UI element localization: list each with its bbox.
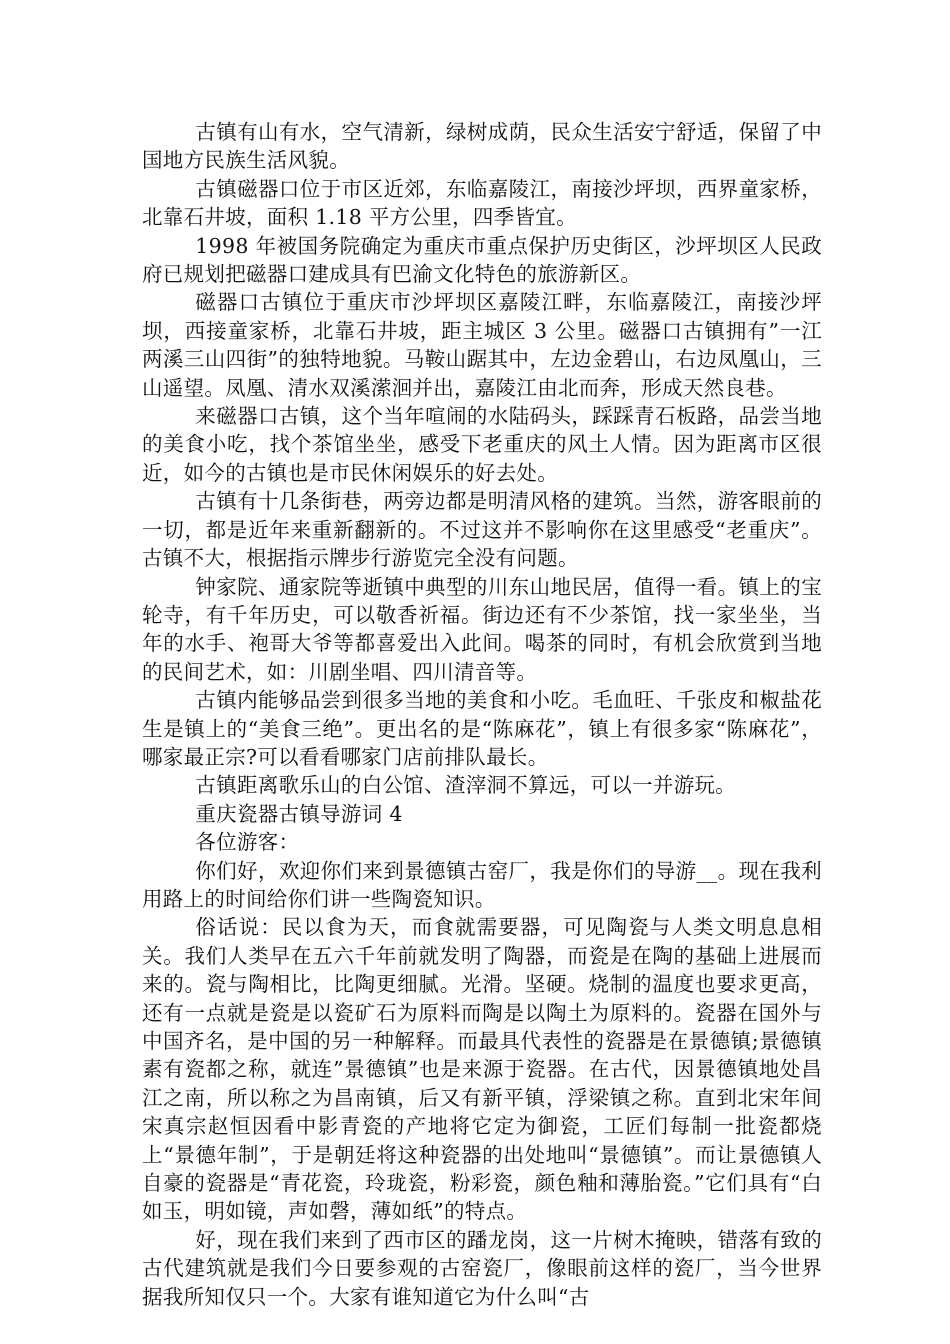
paragraph-2: 古镇磁器口位于市区近郊，东临嘉陵江，南接沙坪坝，西界童家桥，北靠石井坡，面积 1.18 平方公里，四季皆宜。: [142, 176, 822, 230]
paragraph-4: 磁器口古镇位于重庆市沙坪坝区嘉陵江畔，东临嘉陵江，南接沙坪坝，西接童家桥，北靠石井坡，距主城区 3 公里。磁器口古镇拥有”一江两溪三山四街”的独特地貌。马鞍山踞其中，左边金碧山，右边凤凰山，三山遥望。凤凰、清水双溪潆洄并出，嘉陵江由北而奔，形成天然良巷。: [142, 290, 822, 400]
paragraph-6: 古镇有十几条街巷，两旁边都是明清风格的建筑。当然，游客眼前的一切，都是近年来重新翻新的。不过这并不影响你在这里感受“老重庆”。古镇不大，根据指示牌步行游览完全没有问题。: [142, 489, 822, 571]
document-body: [142, 118, 822, 1311]
section-heading: 重庆瓷器古镇导游词 4: [195, 801, 403, 826]
paragraph-3: 1998 年被国务院确定为重庆市重点保护历史街区，沙坪坝区人民政府已规划把磁器口建成具有巴渝文化特色的旅游新区。: [142, 233, 822, 287]
paragraph-12: 你们好，欢迎你们来到景德镇古窑厂，我是你们的导游__。现在我利用路上的时间给你们讲一些陶瓷知识。: [142, 858, 822, 911]
paragraph-9: 古镇距离歌乐山的白公馆、渣滓洞不算远，可以一并游玩。: [195, 773, 737, 798]
paragraph-1: 古镇有山有水，空气清新，绿树成荫，民众生活安宁舒适，保留了中国地方民族生活风貌。: [142, 120, 822, 173]
paragraph-5: 来磁器口古镇，这个当年喧闹的水陆码头，踩踩青石板路，品尝当地的美食小吃，找个茶馆坐坐，感受下老重庆的风土人情。因为距离市区很近，如今的古镇也是市民休闲娱乐的好去处。: [142, 404, 822, 485]
greeting-line: 各位游客：: [195, 830, 300, 855]
paragraph-13: 俗话说：民以食为天，而食就需要器，可见陶瓷与人类文明息息相关。我们人类早在五六千年前就发明了陶器，而瓷是在陶的基础上进展而来的。瓷与陶相比，比陶更细腻。光滑。坚硬。烧制的温度也要求更高，还有一点就是瓷是以瓷矿石为原料而陶是以陶土为原料的。瓷器在国外与中国齐名，是中国的另一种解释。而最具代表性的瓷器是在景德镇;景德镇素有瓷都之称，就连”景德镇”也是来源于瓷器。在古代，因景德镇地处昌江之南，所以称之为昌南镇，后又有新平镇，浮梁镇之称。直到北宋年间宋真宗赵恒因看中影青瓷的产地将它定为御瓷，工匠们每制一批瓷都烧上“景德年制”，于是朝廷将这种瓷器的出处地叫“景德镇”。而让景德镇人自豪的瓷器是“青花瓷，玲珑瓷，粉彩瓷，颜色釉和薄胎瓷。”它们具有“白如玉，明如镜，声如磬，薄如纸”的特点。: [142, 915, 822, 1224]
paragraph-14: 好，现在我们来到了西市区的蹯龙岗，这一片树木掩映，错落有致的古代建筑就是我们今日要参观的古窑瓷厂，像眼前这样的瓷厂，当今世界据我所知仅只一个。大家有谁知道它为什么叫“古: [142, 1227, 822, 1309]
paragraph-7: 钟家院、通家院等逝镇中典型的川东山地民居，值得一看。镇上的宝轮寺，有千年历史，可以敬香祈福。街边还有不少茶馆，找一家坐坐，当年的水手、袍哥大爷等都喜爱出入此间。喝茶的同时，有机会欣赏到当地的民间艺术，如：川剧坐唱、四川清音等。: [142, 574, 822, 684]
paragraph-8: 古镇内能够品尝到很多当地的美食和小吃。毛血旺、千张皮和椒盐花生是镇上的“美食三绝”。更出名的是“陈麻花”，镇上有很多家“陈麻花”，哪家最正宗?可以看看哪家门店前排队最长。: [142, 688, 822, 769]
